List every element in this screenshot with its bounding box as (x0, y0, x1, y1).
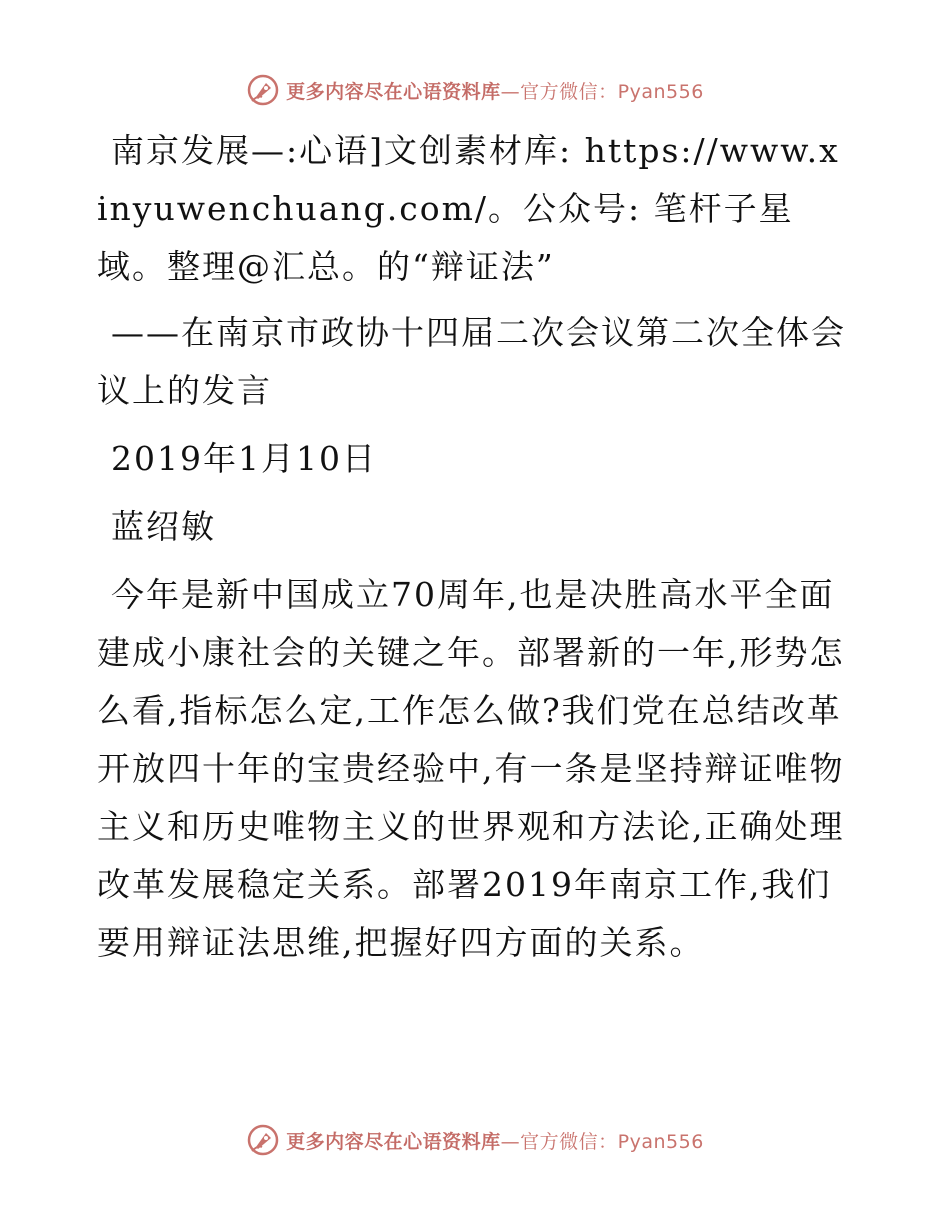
header-banner (0, 70, 950, 110)
footer-banner (0, 1120, 950, 1160)
document-body (97, 122, 847, 972)
pen-nib-icon (246, 73, 280, 107)
source-line: 南京发展—:心语]文创素材库: https://www.xinyuwenchuang.com/。公众号: 笔杆子星域。整理@汇总。的“辩证法” (97, 131, 840, 286)
speech-subtitle: ——在南京市政协十四届二次会议第二次全体会议上的发言 (97, 313, 846, 410)
banner-brand-text: 更多内容尽在心语资料库 (286, 1130, 501, 1153)
banner-wechat-text: —官方微信：Pyan556 (500, 1130, 704, 1153)
body-paragraph: 今年是新中国成立70周年,也是决胜高水平全面建成小康社会的关键之年。部署新的一年,形势怎么看,指标怎么定,工作怎么做?我们党在总结改革开放四十年的宝贵经验中,有一条是坚持辩证唯物主义和历史唯物主义的世界观和方法论,正确处理改革发展稳定关系。部署2019年南京工作,我们要用辩证法思维,把握好四方面的关系。 (97, 575, 845, 962)
speech-author: 蓝绍敏 (111, 507, 216, 546)
banner-wechat-text: —官方微信：Pyan556 (500, 80, 704, 103)
banner-text (286, 1127, 704, 1154)
banner-brand-text: 更多内容尽在心语资料库 (286, 80, 501, 103)
banner-text (286, 77, 704, 104)
pen-nib-icon (246, 1123, 280, 1157)
speech-date: 2019年1月10日 (111, 439, 377, 478)
